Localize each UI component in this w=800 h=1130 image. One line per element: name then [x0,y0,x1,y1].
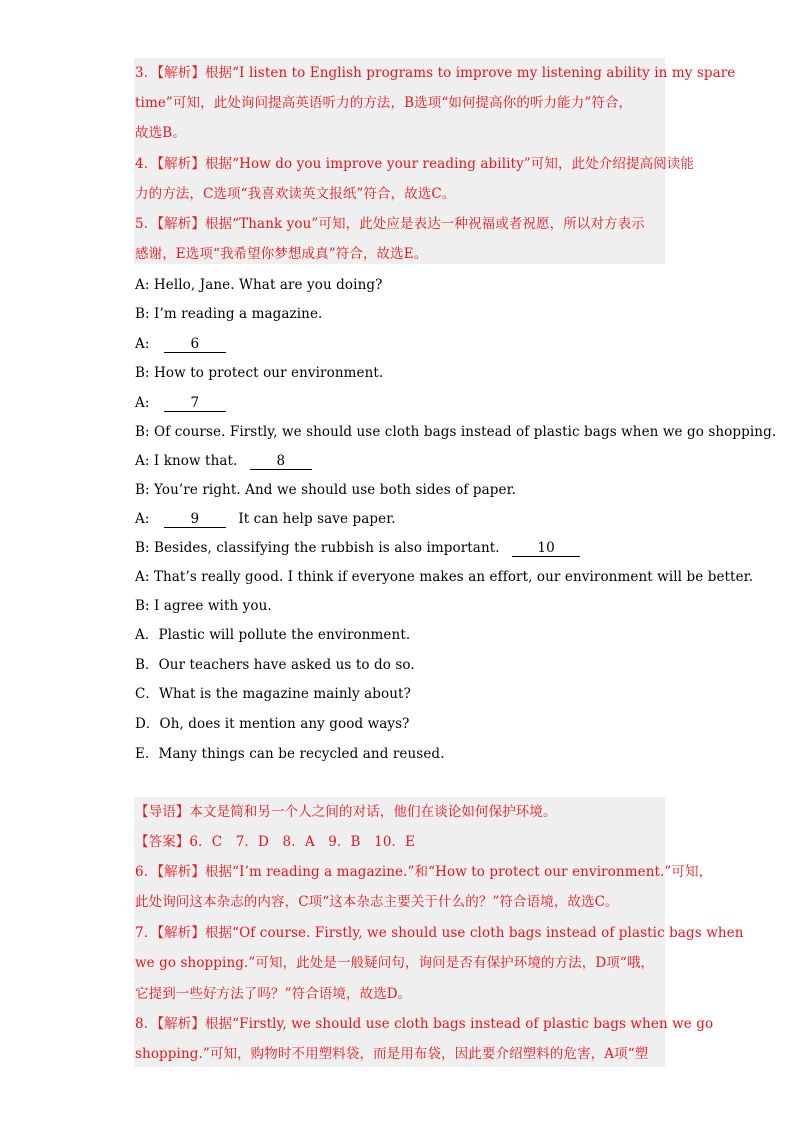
dialogue-line [135,335,226,353]
analysis-top-line-2: time”可知，此处询问提高英语听力的方法，B选项“如何提高你的听力能力”符合， [135,95,633,111]
option-b: B．Our teachers have asked us to do so. [135,657,415,673]
option-a: A．Plastic will pollute the environment. [135,627,411,643]
dialogue-line: A: That’s really good. I think if everyone makes an effort, our environment will be better. [135,569,754,585]
dialogue-text: It can help save paper. [238,511,396,527]
dialogue-line [135,539,580,557]
dialogue-line: A: Hello, Jane. What are you doing? [135,277,383,293]
analysis-top-line-7: 感谢，E选项“我希望你梦想成真”符合，故选E。 [135,246,428,262]
analysis-top-line-3: 故选B。 [135,125,186,141]
dialogue-line: B: You’re right. And we should use both sides of paper. [135,482,517,498]
speaker-label: A: [135,336,150,352]
speaker-label: A: [135,395,150,411]
dialogue-text: B: Besides, classifying the rubbish is also important. [135,540,500,556]
analysis-bottom-line-7: 它提到一些好方法了吗？”符合语境，故选D。 [135,986,412,1002]
dialogue-line: B: I agree with you. [135,598,272,614]
dialogue-line: B: Of course. Firstly, we should use cloth bags instead of plastic bags when we go shopping. [135,424,777,440]
dialogue-line [135,452,312,470]
dialogue-line: B: How to protect our environment. [135,365,384,381]
option-d: D．Oh, does it mention any good ways? [135,716,410,732]
answer-key: 【答案】6．C 7．D 8．A 9．B 10．E [135,834,416,850]
analysis-top-line-4: 4．【解析】根据“How do you improve your reading ability”可知，此处介绍提高阅读能 [135,156,695,172]
analysis-bottom-line-5: 7．【解析】根据“Of course. Firstly, we should use cloth bags instead of plastic bags when [135,925,744,941]
analysis-top-line-1: 3．【解析】根据“I listen to English programs to improve my listening ability in my spare [135,65,736,81]
answer-blank-7: 7 [164,396,226,412]
analysis-bottom-line-8: 8．【解析】根据“Firstly, we should use cloth bags instead of plastic bags when we go [135,1016,714,1032]
lead-text: 【导语】本文是简和另一个人之间的对话，他们在谈论如何保护环境。 [135,804,557,820]
answer-blank-9: 9 [164,512,226,528]
option-c: C．What is the magazine mainly about? [135,686,411,702]
analysis-bottom-line-3: 6．【解析】根据“I’m reading a magazine.”和“How to protect our environment.”可知， [135,864,713,880]
option-e: E．Many things can be recycled and reused. [135,746,445,762]
speaker-label: A: [135,511,150,527]
answer-blank-6: 6 [164,337,226,353]
dialogue-text: A: I know that. [135,453,238,469]
dialogue-line: B: I’m reading a magazine. [135,306,323,322]
dialogue-line [135,510,396,528]
analysis-bottom-line-6: we go shopping.”可知，此处是一般疑问句，询问是否有保护环境的方法，D项“哦， [135,955,655,971]
answer-blank-8: 8 [250,454,312,470]
answer-blank-10: 10 [512,541,580,557]
analysis-bottom-line-4: 此处询问这本杂志的内容，C项“这本杂志主要关于什么的？”符合语境，故选C。 [135,894,619,910]
analysis-top-line-6: 5．【解析】根据“Thank you”可知，此处应是表达一种祝福或者祝愿，所以对方表示 [135,216,645,232]
analysis-bottom-line-9: shopping.”可知，购物时不用塑料袋，而是用布袋，因此要介绍塑料的危害，A项“塑 [135,1046,649,1062]
dialogue-line [135,394,226,412]
analysis-top-line-5: 力的方法，C选项“我喜欢读英文报纸”符合，故选C。 [135,186,456,202]
